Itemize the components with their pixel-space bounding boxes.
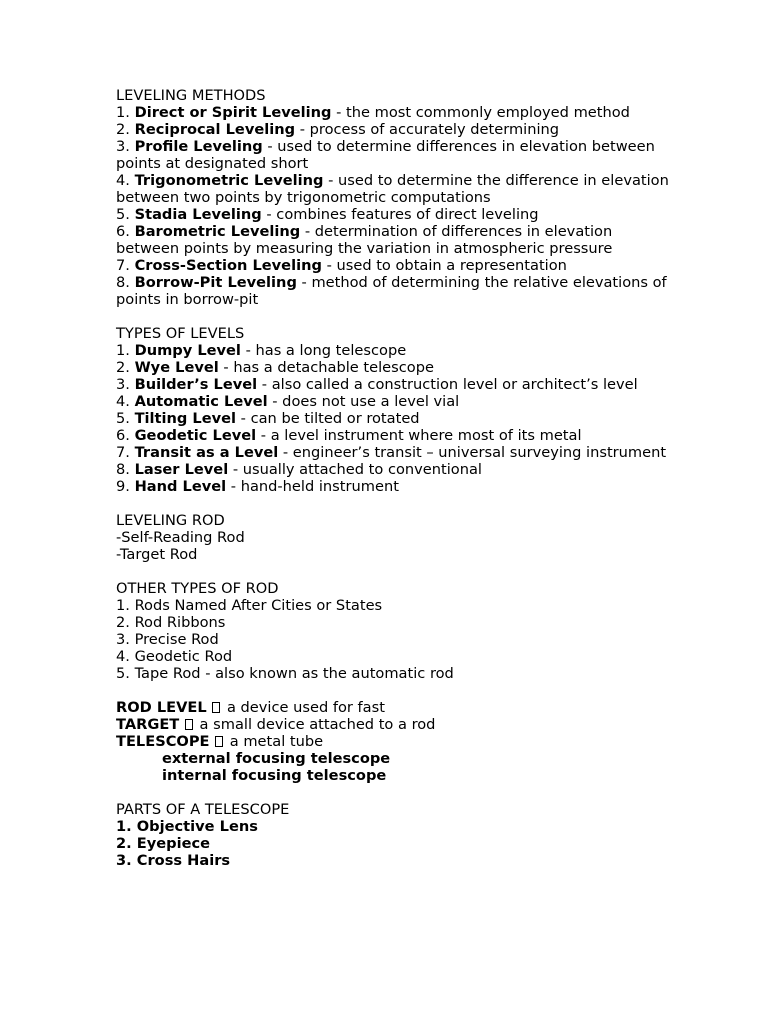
- definition-item: [116, 716, 676, 733]
- item-description: - the most commonly employed method: [331, 104, 630, 121]
- list-item: 2. Rod Ribbons: [116, 614, 226, 631]
- list-item: 4. Geodetic Rod: [116, 648, 233, 665]
- definition-item: [116, 699, 676, 716]
- item-number: 4.: [116, 393, 135, 410]
- item-term: Tilting Level: [134, 410, 237, 427]
- item-description: - usually attached to conventional: [228, 461, 482, 478]
- item-number: 7.: [116, 257, 135, 274]
- definition-description: a metal tube: [225, 733, 324, 750]
- item-description: - can be tilted or rotated: [236, 410, 420, 427]
- list-item: [116, 478, 676, 495]
- item-number: 2.: [116, 359, 135, 376]
- item-term: Automatic Level: [134, 393, 268, 410]
- list-item: 2. Eyepiece: [116, 835, 211, 852]
- item-term: Cross-Section Leveling: [134, 257, 322, 274]
- item-description: - hand-held instrument: [226, 478, 399, 495]
- item-number: 5.: [116, 410, 135, 427]
- item-number: 3.: [116, 138, 135, 155]
- item-term: Borrow-Pit Leveling: [134, 274, 297, 291]
- item-number: 1.: [116, 104, 135, 121]
- list-item: [116, 172, 676, 206]
- missing-glyph-icon: [212, 702, 220, 713]
- missing-glyph-icon: [185, 719, 193, 730]
- item-number: 9.: [116, 478, 135, 495]
- list-item: 1. Rods Named After Cities or States: [116, 597, 383, 614]
- item-term: Reciprocal Leveling: [134, 121, 296, 138]
- item-description: - combines features of direct leveling: [261, 206, 539, 223]
- list-item: -Target Rod: [116, 546, 198, 563]
- list-item: 5. Tape Rod - also known as the automatic rod: [116, 665, 454, 682]
- list-item: [116, 444, 676, 461]
- list-item: 3. Cross Hairs: [116, 852, 231, 869]
- list-item: 3. Precise Rod: [116, 631, 219, 648]
- list-item: [116, 274, 676, 308]
- item-number: 7.: [116, 444, 135, 461]
- item-term: Stadia Leveling: [134, 206, 262, 223]
- section-heading-other-types-of-rod: OTHER TYPES OF ROD: [116, 580, 279, 597]
- definition-description: a device used for fast: [222, 699, 385, 716]
- spacer: [116, 563, 676, 580]
- list-item: [116, 206, 676, 223]
- item-number: 6.: [116, 427, 135, 444]
- item-number: 8.: [116, 461, 135, 478]
- item-description: - used to determine the difference in elevation between two points by trigonometric computations: [116, 172, 669, 206]
- item-term: Direct or Spirit Leveling: [134, 104, 332, 121]
- sub-item: internal focusing telescope: [162, 767, 387, 784]
- spacer: [116, 495, 676, 512]
- section-heading-leveling-rod: LEVELING ROD: [116, 512, 225, 529]
- section-heading-types-of-levels: TYPES OF LEVELS: [116, 325, 245, 342]
- item-description: - process of accurately determining: [295, 121, 560, 138]
- list-item: [116, 461, 676, 478]
- item-term: Trigonometric Leveling: [134, 172, 324, 189]
- item-term: Wye Level: [134, 359, 219, 376]
- sub-item: external focusing telescope: [162, 750, 391, 767]
- list-item: [116, 121, 676, 138]
- definition-description: a small device attached to a rod: [194, 716, 436, 733]
- item-description: - engineer’s transit – universal surveying instrument: [278, 444, 667, 461]
- item-description: - does not use a level vial: [267, 393, 460, 410]
- list-item: [116, 223, 676, 257]
- item-description: - has a long telescope: [240, 342, 407, 359]
- item-description: - used to determine differences in elevation between points at designated short: [116, 138, 655, 172]
- list-item: [116, 427, 676, 444]
- list-item: [116, 410, 676, 427]
- section-heading-leveling-methods: LEVELING METHODS: [116, 87, 266, 104]
- item-number: 4.: [116, 172, 135, 189]
- list-item: [116, 138, 676, 172]
- item-term: Builder’s Level: [134, 376, 258, 393]
- spacer: [116, 308, 676, 325]
- list-item: [116, 257, 676, 274]
- definition-term: TELESCOPE: [116, 733, 210, 750]
- list-item: [116, 376, 676, 393]
- item-term: Geodetic Level: [134, 427, 257, 444]
- definition-term: TARGET: [116, 716, 180, 733]
- item-term: Transit as a Level: [134, 444, 279, 461]
- item-term: Profile Leveling: [134, 138, 263, 155]
- list-item: -Self-Reading Rod: [116, 529, 245, 546]
- item-term: Dumpy Level: [134, 342, 241, 359]
- section-heading-parts-of-telescope: PARTS OF A TELESCOPE: [116, 801, 290, 818]
- missing-glyph-icon: [215, 736, 223, 747]
- definition-item: [116, 733, 676, 750]
- item-number: 6.: [116, 223, 135, 240]
- item-number: 1.: [116, 342, 135, 359]
- item-term: Barometric Leveling: [134, 223, 301, 240]
- definition-term: ROD LEVEL: [116, 699, 207, 716]
- document-page: [116, 87, 676, 869]
- item-description: - also called a construction level or architect’s level: [257, 376, 638, 393]
- list-item: [116, 342, 676, 359]
- list-item: [116, 393, 676, 410]
- spacer: [116, 682, 676, 699]
- item-number: 2.: [116, 121, 135, 138]
- list-item: 1. Objective Lens: [116, 818, 258, 835]
- item-description: - method of determining the relative elevations of points in borrow-pit: [116, 274, 667, 308]
- item-description: - determination of differences in elevation between points by measuring the variation in atmospheric pressure: [116, 223, 613, 257]
- item-number: 3.: [116, 376, 135, 393]
- item-number: 8.: [116, 274, 135, 291]
- spacer: [116, 784, 676, 801]
- list-item: [116, 104, 676, 121]
- item-term: Hand Level: [134, 478, 227, 495]
- item-description: - used to obtain a representation: [321, 257, 567, 274]
- list-item: [116, 359, 676, 376]
- item-description: - has a detachable telescope: [218, 359, 434, 376]
- item-description: - a level instrument where most of its metal: [256, 427, 582, 444]
- item-number: 5.: [116, 206, 135, 223]
- item-term: Laser Level: [134, 461, 229, 478]
